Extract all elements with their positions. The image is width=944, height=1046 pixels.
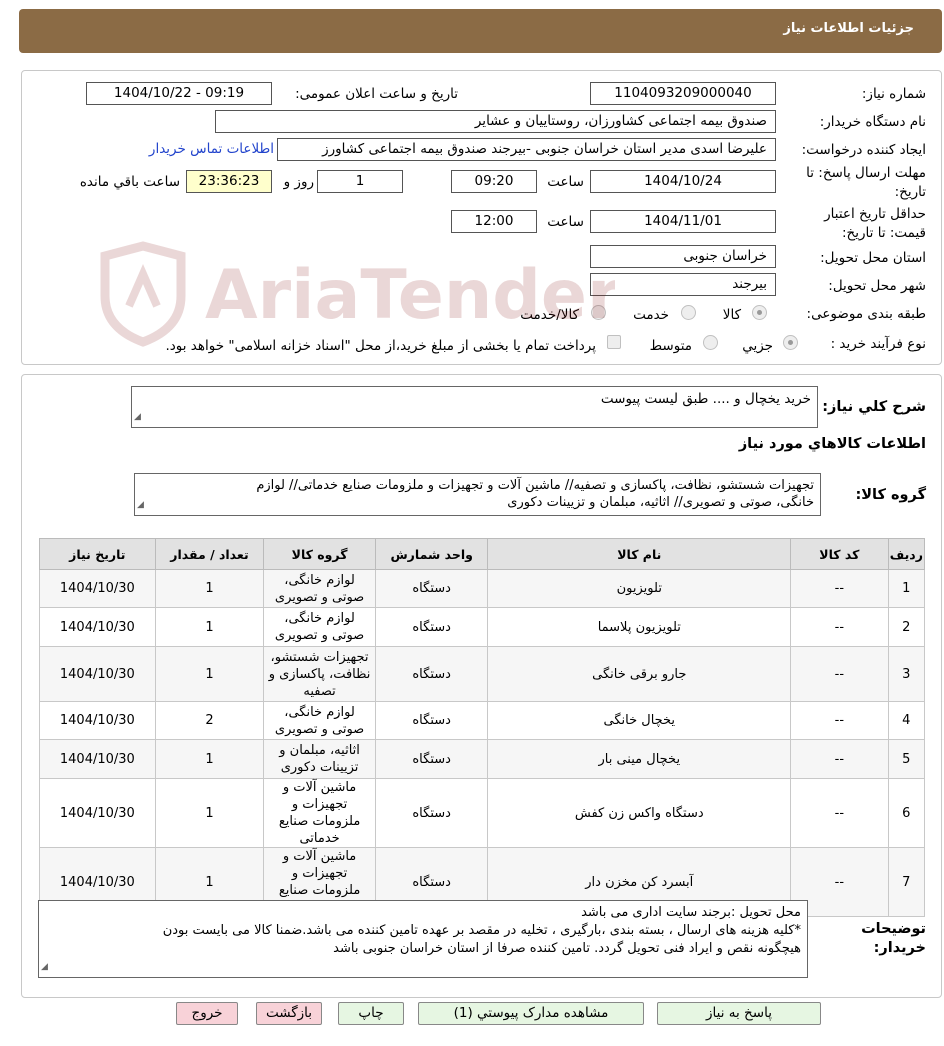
column-header-name: نام کالا xyxy=(488,539,791,570)
remaining-time-field: 23:36:23 xyxy=(186,170,272,193)
cell-unit: دستگاه xyxy=(375,740,488,779)
cell-name: آبسرد کن مخزن دار xyxy=(488,848,791,917)
column-header-unit: واحد شمارش xyxy=(375,539,488,570)
reply-to-need-button[interactable]: پاسخ به نیاز xyxy=(657,1002,821,1025)
validity-date-field[interactable]: 1404/11/01 xyxy=(590,210,776,233)
print-button[interactable]: چاپ xyxy=(338,1002,404,1025)
buyer-notes-label: توضیحات xyxy=(861,921,926,937)
items-table-header xyxy=(40,539,925,570)
cell-group: لوازم خانگی، صوتی و تصویری xyxy=(264,608,376,647)
buyer-contact-link[interactable]: اطلاعات تماس خریدار xyxy=(148,141,274,157)
cell-row: 4 xyxy=(888,702,924,740)
description-text: خرید یخچال و .... طبق لیست پیوست xyxy=(600,391,811,407)
column-header-code: کد کالا xyxy=(791,539,889,570)
remaining-label: ساعت باقي مانده xyxy=(79,174,180,190)
cell-quantity: 1 xyxy=(155,779,264,848)
province-field[interactable]: خراسان جنوبی xyxy=(590,245,776,268)
column-header-row: ردیف xyxy=(888,539,924,570)
page-header xyxy=(19,9,942,53)
cell-quantity: 1 xyxy=(155,608,264,647)
cell-code: -- xyxy=(791,702,889,740)
cell-quantity: 2 xyxy=(155,702,264,740)
table-row xyxy=(40,608,925,647)
cell-name: تلویزیون xyxy=(488,570,791,608)
cell-row: 3 xyxy=(888,647,924,702)
cell-name: تلویزیون پلاسما xyxy=(488,608,791,647)
deadline-label-2: تاریخ: xyxy=(894,184,926,200)
description-label: شرح کلي نیاز: xyxy=(822,399,926,415)
treasury-checkbox[interactable] xyxy=(607,335,621,349)
buyer-notes-line-1: محل تحویل :برجند سایت اداری می باشد xyxy=(581,905,801,920)
exit-button[interactable]: خروج xyxy=(176,1002,238,1025)
validity-label-2: قیمت: تا تاریخ: xyxy=(842,225,926,241)
view-attachments-button[interactable]: مشاهده مدارک پیوستي (1) xyxy=(418,1002,644,1025)
validity-time-field[interactable]: 12:00 xyxy=(451,210,537,233)
process-option-medium: متوسط xyxy=(649,338,692,354)
goods-section-title: اطلاعات کالاهاي مورد نیاز xyxy=(738,436,926,452)
back-button[interactable]: بازگشت xyxy=(256,1002,322,1025)
goods-group-line-2: خانگی، صوتی و تصویری// اثاثیه، مبلمان و تزیینات دکوری xyxy=(507,495,814,510)
cell-code: -- xyxy=(791,779,889,848)
deadline-date-field[interactable]: 1404/10/24 xyxy=(590,170,776,193)
treasury-payment-note: پرداخت تمام یا بخشی از مبلغ خرید،از محل "اسناد خزانه اسلامی" خواهد بود. xyxy=(165,338,596,354)
resize-grip-icon[interactable]: ◢ xyxy=(41,962,48,972)
cell-date: 1404/10/30 xyxy=(40,848,156,917)
need-number-label: شماره نیاز: xyxy=(861,86,926,102)
table-row xyxy=(40,647,925,702)
city-field[interactable]: بیرجند xyxy=(590,273,776,296)
cell-unit: دستگاه xyxy=(375,702,488,740)
table-row xyxy=(40,702,925,740)
category-option-goods: کالا xyxy=(722,307,741,323)
column-header-group: گروه کالا xyxy=(264,539,376,570)
cell-group: تجهیزات شستشو، نظافت، پاکسازی و تصفیه xyxy=(264,647,376,702)
cell-code: -- xyxy=(791,848,889,917)
category-option-service: خدمت xyxy=(633,307,669,323)
cell-group: اثاثیه، مبلمان و تزیینات دکوری xyxy=(264,740,376,779)
process-radio-medium[interactable] xyxy=(703,335,718,350)
resize-grip-icon[interactable]: ◢ xyxy=(134,412,141,422)
column-header-date: تاریخ نیاز xyxy=(40,539,156,570)
cell-row: 5 xyxy=(888,740,924,779)
announce-label: تاریخ و ساعت اعلان عمومی: xyxy=(295,86,458,102)
validity-time-label: ساعت xyxy=(547,214,584,230)
column-header-quantity: تعداد / مقدار xyxy=(155,539,264,570)
buyer-notes-line-2: *کلیه هزینه های ارسال ، بسته بندی ،بارگیری ، تخلیه در مقصد بر عهده تامین کننده می باشد.ضمنا کالا می بایست بودن xyxy=(162,923,801,938)
buyer-org-label: نام دستگاه خریدار: xyxy=(819,114,926,130)
deadline-label: مهلت ارسال پاسخ: تا xyxy=(806,165,926,181)
cell-date: 1404/10/30 xyxy=(40,570,156,608)
page-title: جزئیات اطلاعات نیاز xyxy=(783,21,914,36)
description-textarea[interactable] xyxy=(131,386,818,428)
cell-unit: دستگاه xyxy=(375,570,488,608)
city-label: شهر محل تحویل: xyxy=(828,278,926,294)
process-radio-minor[interactable] xyxy=(783,335,798,350)
goods-group-line-1: تجهیزات شستشو، نظافت، پاکسازی و تصفیه// ماشین آلات و تجهیزات و ملزومات صنایع خدماتی// لوازم xyxy=(256,478,814,493)
cell-date: 1404/10/30 xyxy=(40,702,156,740)
category-radio-both[interactable] xyxy=(591,305,606,320)
cell-row: 7 xyxy=(888,848,924,917)
cell-row: 1 xyxy=(888,570,924,608)
province-label: استان محل تحویل: xyxy=(820,250,926,266)
cell-quantity: 1 xyxy=(155,647,264,702)
process-option-minor: جزیي xyxy=(742,338,773,354)
table-row xyxy=(40,570,925,608)
deadline-time-label: ساعت xyxy=(547,174,584,190)
goods-group-textarea[interactable] xyxy=(134,473,821,516)
goods-group-label: گروه کالا: xyxy=(855,487,926,503)
cell-date: 1404/10/30 xyxy=(40,608,156,647)
cell-unit: دستگاه xyxy=(375,608,488,647)
cell-name: یخچال خانگی xyxy=(488,702,791,740)
cell-code: -- xyxy=(791,740,889,779)
buyer-notes-textarea[interactable] xyxy=(38,900,808,978)
cell-unit: دستگاه xyxy=(375,779,488,848)
cell-code: -- xyxy=(791,647,889,702)
buyer-notes-label-2: خریدار: xyxy=(873,940,926,956)
cell-code: -- xyxy=(791,570,889,608)
cell-quantity: 1 xyxy=(155,848,264,917)
requester-field[interactable]: علیرضا اسدی مدیر استان خراسان جنوبی -بیرجند صندوق بیمه اجتماعی کشاورز xyxy=(277,138,776,161)
cell-group: ماشین آلات و تجهیزات و ملزومات صنایع xyxy=(264,848,376,917)
cell-row: 6 xyxy=(888,779,924,848)
category-radio-service[interactable] xyxy=(681,305,696,320)
cell-date: 1404/10/30 xyxy=(40,740,156,779)
category-option-both: کالا/خدمت xyxy=(520,307,579,323)
cell-group: لوازم خانگی، صوتی و تصویری xyxy=(264,570,376,608)
items-table xyxy=(39,538,925,917)
table-row xyxy=(40,779,925,848)
cell-code: -- xyxy=(791,608,889,647)
validity-label: حداقل تاریخ اعتبار xyxy=(824,206,926,222)
cell-name: دستگاه واکس زن کفش xyxy=(488,779,791,848)
announce-field[interactable]: 1404/10/22 - 09:19 xyxy=(86,82,272,105)
category-label: طبقه بندی موضوعی: xyxy=(806,306,926,322)
cell-date: 1404/10/30 xyxy=(40,647,156,702)
days-field[interactable]: 1 xyxy=(317,170,403,193)
buyer-org-field[interactable]: صندوق بیمه اجتماعی کشاورزان، روستاییان و عشایر xyxy=(215,110,776,133)
cell-unit: دستگاه xyxy=(375,647,488,702)
cell-quantity: 1 xyxy=(155,740,264,779)
resize-grip-icon[interactable]: ◢ xyxy=(137,500,144,510)
process-label: نوع فرآیند خرید : xyxy=(830,336,926,352)
cell-name: جارو برقی خانگی xyxy=(488,647,791,702)
days-label: روز و xyxy=(283,174,314,190)
table-row xyxy=(40,740,925,779)
cell-name: یخچال مینی بار xyxy=(488,740,791,779)
cell-date: 1404/10/30 xyxy=(40,779,156,848)
cell-group: ماشین آلات و تجهیزات و ملزومات صنایع خدماتی xyxy=(264,779,376,848)
buyer-notes-line-3: هیچگونه نقص و ایراد فنی تحویل گردد. تامین کننده صرفا از استان خراسان جنوبی باشد xyxy=(333,941,801,956)
requester-label: ایجاد کننده درخواست: xyxy=(801,142,926,158)
deadline-time-field[interactable]: 09:20 xyxy=(451,170,537,193)
need-number-field[interactable]: 1104093209000040 xyxy=(590,82,776,105)
category-radio-goods[interactable] xyxy=(752,305,767,320)
cell-quantity: 1 xyxy=(155,570,264,608)
cell-unit: دستگاه xyxy=(375,848,488,917)
cell-row: 2 xyxy=(888,608,924,647)
cell-group: لوازم خانگی، صوتی و تصویری xyxy=(264,702,376,740)
